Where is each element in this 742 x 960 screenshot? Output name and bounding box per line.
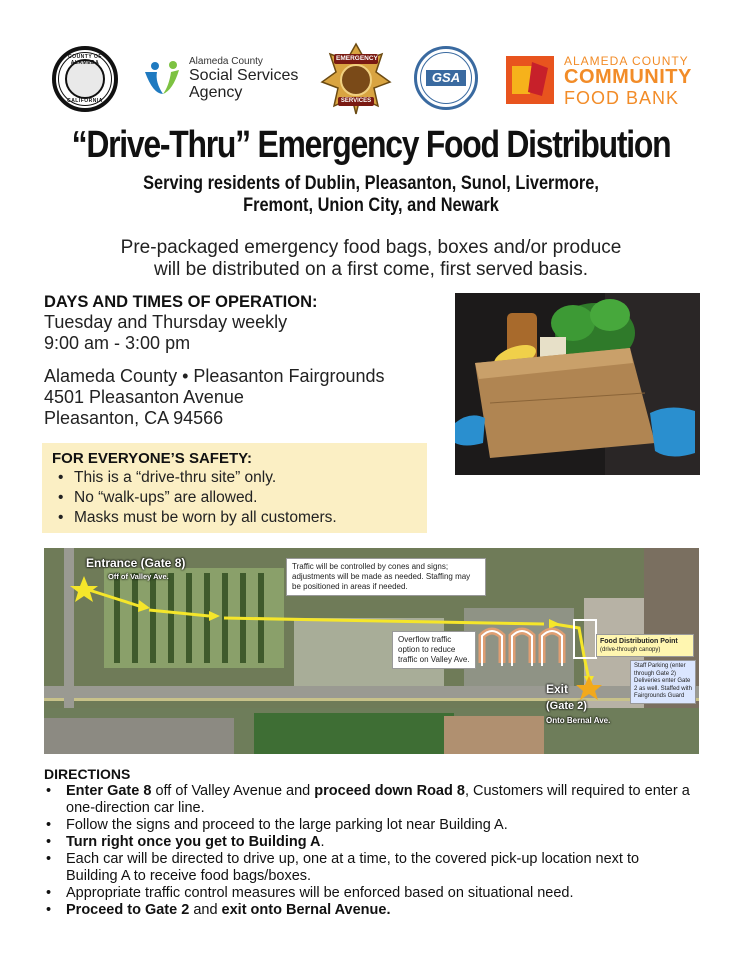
map-traffic-note: Traffic will be controlled by cones and signs; adjustments will be made as needed. Staffing may be positioned in areas if needed. bbox=[286, 558, 486, 596]
safety-list bbox=[52, 468, 419, 528]
operation-time: 9:00 am - 3:00 pm bbox=[44, 333, 191, 353]
map-distribution-point bbox=[596, 634, 694, 657]
gsa-mark: GSA bbox=[426, 70, 466, 86]
badge-top-text: EMERGENCY bbox=[336, 55, 378, 62]
general-services-agency-seal bbox=[414, 46, 478, 110]
county-of-alameda-seal bbox=[52, 46, 118, 112]
seal-top-text: COUNTY OF ALAMEDA bbox=[68, 54, 102, 66]
page-title: “Drive-Thru” Emergency Food Distribution bbox=[71, 124, 671, 166]
ssa-line2: Agency bbox=[189, 84, 243, 101]
sheriff-star-icon bbox=[320, 42, 392, 116]
distribution-point-sub: (drive-through canopy) bbox=[600, 647, 661, 653]
food-bank-line3: FOOD BANK bbox=[564, 88, 680, 108]
intro-line2: will be distributed on a first come, first served basis. bbox=[153, 259, 588, 280]
emergency-services-badge bbox=[320, 42, 392, 116]
map-overflow-note: Overflow traffic option to reduce traffic on Valley Ave. bbox=[392, 631, 476, 669]
logo-row bbox=[0, 42, 742, 114]
site-map bbox=[44, 548, 699, 754]
venue-name: Alameda County • Pleasanton Fairgrounds bbox=[44, 366, 385, 386]
safety-item: • This is a “drive-thru site” only. bbox=[52, 468, 419, 488]
venue-street: 4501 Pleasanton Avenue bbox=[44, 387, 244, 407]
safety-box bbox=[42, 443, 427, 533]
intro-text bbox=[0, 237, 742, 281]
food-bank-line1: ALAMEDA COUNTY bbox=[564, 54, 689, 68]
directions-item: • Proceed to Gate 2 and exit onto Bernal Avenue. bbox=[44, 902, 694, 919]
subtitle bbox=[52, 173, 690, 217]
map-exit-gate: (Gate 2) bbox=[546, 700, 587, 712]
social-services-agency-logo bbox=[143, 50, 308, 106]
ssa-people-icon bbox=[143, 60, 183, 96]
distribution-point-label: Food Distribution Point bbox=[600, 638, 678, 645]
directions-item: • Appropriate traffic control measures will be enforced based on situational need. bbox=[44, 885, 694, 902]
map-exit-sub: Onto Bernal Ave. bbox=[546, 716, 611, 725]
food-bank-line2: COMMUNITY bbox=[564, 66, 692, 88]
food-box-photo bbox=[455, 293, 700, 475]
map-staff-note: Staff Parking (enter through Gate 2) Deliveries enter Gate 2 as well. Staffed with Fairgrounds Guard bbox=[630, 660, 696, 704]
operation-days: Tuesday and Thursday weekly bbox=[44, 312, 288, 332]
intro-line1: Pre-packaged emergency food bags, boxes and/or produce bbox=[120, 237, 622, 258]
community-food-bank-logo bbox=[506, 52, 706, 108]
ssa-county-text: Alameda County bbox=[189, 56, 263, 67]
seal-bottom-text: CALIFORNIA bbox=[67, 98, 103, 104]
directions-section bbox=[44, 765, 694, 919]
safety-item: • Masks must be worn by all customers. bbox=[52, 508, 419, 528]
directions-list bbox=[44, 783, 694, 919]
directions-item: • Enter Gate 8 off of Valley Avenue and proceed down Road 8, Customers will required to enter a one-direction car line. bbox=[44, 783, 694, 817]
safety-heading: FOR EVERYONE’S SAFETY: bbox=[52, 450, 253, 467]
venue-city: Pleasanton, CA 94566 bbox=[44, 408, 224, 428]
operation-section bbox=[44, 292, 444, 429]
food-box-illustration bbox=[455, 293, 700, 475]
map-exit-label: Exit bbox=[546, 682, 569, 696]
badge-bottom-text: SERVICES bbox=[340, 98, 372, 104]
operation-heading: DAYS AND TIMES OF OPERATION: bbox=[44, 293, 318, 311]
directions-item: • Turn right once you get to Building A. bbox=[44, 834, 694, 851]
map-entrance-label: Entrance (Gate 8) bbox=[86, 556, 186, 570]
map-entrance-sub: Off of Valley Ave. bbox=[108, 572, 169, 581]
food-bank-square-icon bbox=[506, 56, 554, 104]
ssa-line1: Social Services bbox=[189, 67, 299, 84]
subtitle-line1: Serving residents of Dublin, Pleasanton, Sunol, Livermore, bbox=[143, 173, 599, 194]
directions-item: • Follow the signs and proceed to the large parking lot near Building A. bbox=[44, 817, 694, 834]
safety-item: • No “walk-ups” are allowed. bbox=[52, 488, 419, 508]
subtitle-line2: Fremont, Union City, and Newark bbox=[243, 195, 499, 216]
directions-item: • Each car will be directed to drive up, one at a time, to the covered pick-up location next to Building A to receive food bags/boxes. bbox=[44, 851, 694, 885]
directions-heading: DIRECTIONS bbox=[44, 766, 131, 782]
